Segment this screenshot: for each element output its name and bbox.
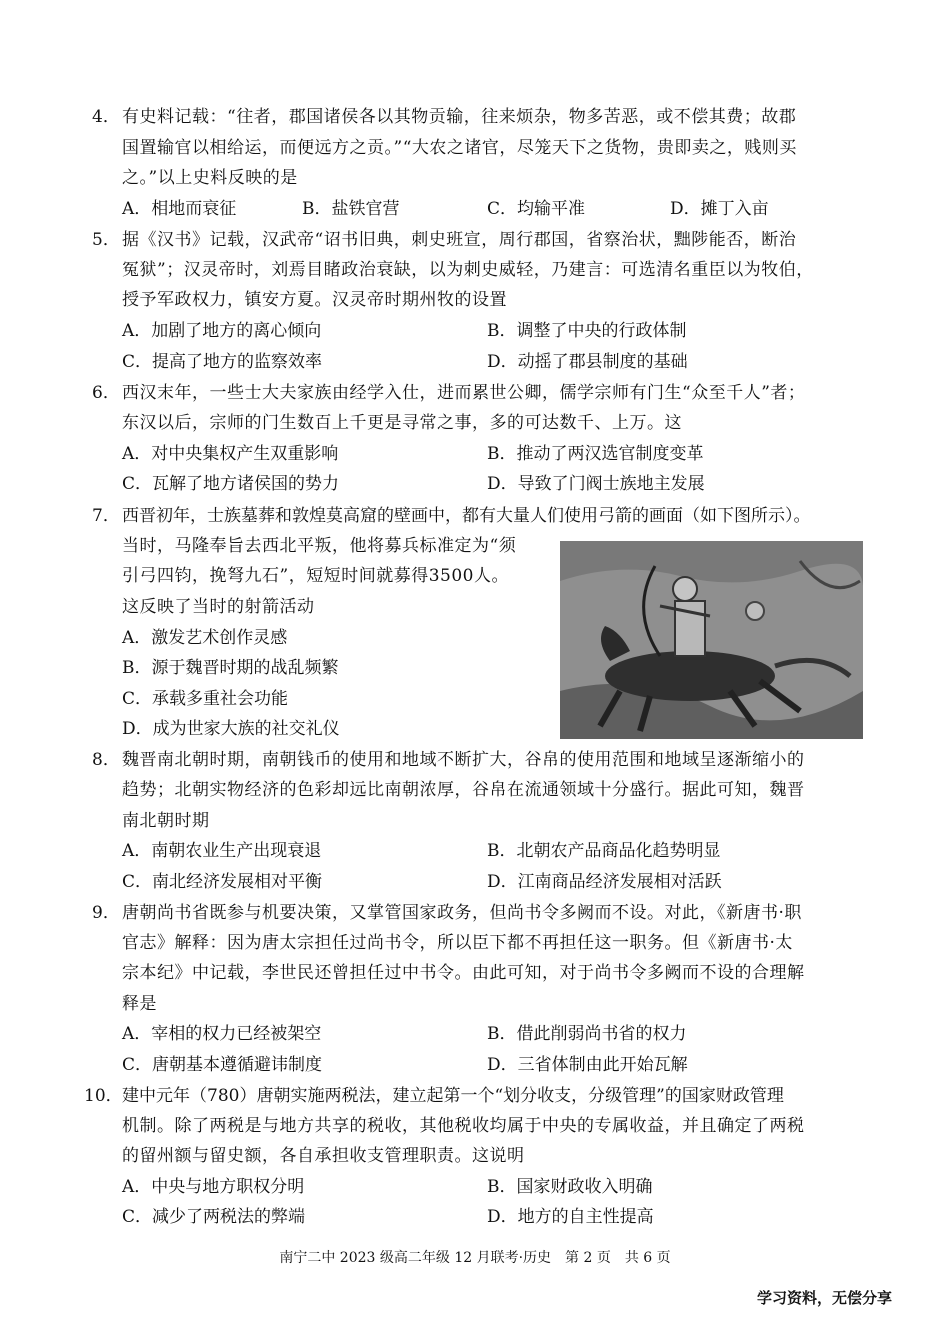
option-d[interactable]: D．摊丁入亩: [670, 199, 769, 219]
option-c[interactable]: C．唐朝基本遵循避讳制度: [122, 1055, 323, 1075]
question-text: 趋势；北朝实物经济的色彩却远比南朝浓厚，谷帛在流通领域十分盛行。据此可知，魏晋: [122, 780, 805, 800]
question-text: 的留州额与留史额，各自承担收支管理职责。这说明: [122, 1146, 525, 1166]
option-a[interactable]: A．激发艺术创作灵感: [122, 628, 288, 648]
option-b[interactable]: B．国家财政收入明确: [487, 1177, 653, 1197]
question-number: 4．: [92, 107, 120, 127]
question-text: 西晋初年，士族墓葬和敦煌莫高窟的壁画中，都有大量人们使用弓箭的画面（如下图所示）。: [122, 506, 811, 526]
option-b[interactable]: B．源于魏晋时期的战乱频繁: [122, 658, 339, 678]
question-number: 8．: [92, 750, 120, 770]
option-c[interactable]: C．瓦解了地方诸侯国的势力: [122, 474, 340, 494]
question-text: 宗本纪》中记载，李世民还曾担任过中书令。由此可知，对于尚书令多阙而不设的合理解: [122, 963, 805, 983]
question-text: 当时，马隆奉旨去西北平叛，他将募兵标准定为“须: [122, 536, 517, 556]
option-b[interactable]: B．盐铁官营: [302, 199, 400, 219]
option-d[interactable]: D．导致了门阀士族地主发展: [487, 474, 705, 494]
question-number: 10．: [84, 1086, 123, 1106]
question-text: 这反映了当时的射箭活动: [122, 597, 315, 617]
question-text: 官志》解释：因为唐太宗担任过尚书令，所以臣下都不再担任这一职务。但《新唐书·太: [122, 933, 793, 953]
option-b[interactable]: B．借此削弱尚书省的权力: [487, 1024, 687, 1044]
question-text: 释是: [122, 994, 157, 1014]
question-number: 9．: [92, 903, 120, 923]
question-text: 冤狱”；汉灵帝时，刘焉目睹政治衰缺，以为刺史威轻，乃建言：可选清名重臣以为牧伯，: [122, 260, 814, 280]
option-d[interactable]: D．成为世家大族的社交礼仪: [122, 719, 340, 739]
question-text: 有史料记载：“往者，郡国诸侯各以其物贡输，往来烦杂，物多苦恶，或不偿其费；故郡: [122, 107, 797, 127]
question-text: 之。”以上史料反映的是: [122, 168, 298, 188]
archer-on-horse-icon: [560, 541, 863, 739]
option-c[interactable]: C．承载多重社会功能: [122, 689, 289, 709]
option-d[interactable]: D．地方的自主性提高: [487, 1207, 654, 1227]
question-text: 魏晋南北朝时期，南朝钱币的使用和地域不断扩大，谷帛的使用范围和地域呈逐渐缩小的: [122, 750, 805, 770]
mural-image: [560, 541, 863, 739]
question-text: 东汉以后，宗师的门生数百上千更是寻常之事，多的可达数千、上万。这: [122, 413, 682, 433]
option-c[interactable]: C．南北经济发展相对平衡: [122, 872, 323, 892]
option-a[interactable]: A．宰相的权力已经被架空: [122, 1024, 322, 1044]
question-text: 西汉末年，一些士大夫家族由经学入仕，进而累世公卿，儒学宗师有门生“众至千人”者；: [122, 383, 806, 403]
option-a[interactable]: A．相地而衰征: [122, 199, 237, 219]
question-text: 南北朝时期: [122, 811, 210, 831]
option-b[interactable]: B．推动了两汉选官制度变革: [487, 444, 704, 464]
share-note: 学习资料，无偿分享: [756, 1289, 892, 1307]
question-text: 授予军政权力，镇安方夏。汉灵帝时期州牧的设置: [122, 290, 507, 310]
option-a[interactable]: A．加剧了地方的离心倾向: [122, 321, 322, 341]
question-number: 7．: [92, 506, 120, 526]
option-d[interactable]: D．动摇了郡县制度的基础: [487, 352, 688, 372]
question-text: 据《汉书》记载，汉武帝“诏书旧典，刺史班宣，周行郡国，省察治状，黜陟能否，断治: [122, 230, 797, 250]
option-b[interactable]: B．调整了中央的行政体制: [487, 321, 687, 341]
question-number: 6．: [92, 383, 120, 403]
option-a[interactable]: A．中央与地方职权分明: [122, 1177, 305, 1197]
question-number: 5．: [92, 230, 120, 250]
option-d[interactable]: D．三省体制由此开始瓦解: [487, 1055, 688, 1075]
question-text: 唐朝尚书省既参与机要决策，又掌管国家政务，但尚书令多阙而不设。对此，《新唐书·职: [122, 903, 802, 923]
question-text: 引弓四钧，挽弩九石”，短短时间就募得3500人。: [122, 566, 509, 586]
option-d[interactable]: D．江南商品经济发展相对活跃: [487, 872, 722, 892]
page-footer: 南宁二中 2023 级高二年级 12 月联考·历史 第 2 页 共 6 页: [279, 1250, 671, 1266]
option-c[interactable]: C．提高了地方的监察效率: [122, 352, 323, 372]
option-a[interactable]: A．南朝农业生产出现衰退: [122, 841, 322, 861]
option-b[interactable]: B．北朝农产品商品化趋势明显: [487, 841, 721, 861]
option-c[interactable]: C．减少了两税法的弊端: [122, 1207, 306, 1227]
question-text: 国置输官以相给运，而便远方之贡。”“大农之诸官，尽笼天下之货物，贵即卖之，贱则买: [122, 138, 797, 158]
question-text: 机制。除了两税是与地方共享的税收，其他税收均属于中央的专属收益，并且确定了两税: [122, 1116, 805, 1136]
question-text: 建中元年（780）唐朝实施两税法，建立起第一个“划分收支，分级管理”的国家财政管理: [122, 1086, 784, 1106]
option-a[interactable]: A．对中央集权产生双重影响: [122, 444, 339, 464]
option-c[interactable]: C．均输平准: [487, 199, 586, 219]
